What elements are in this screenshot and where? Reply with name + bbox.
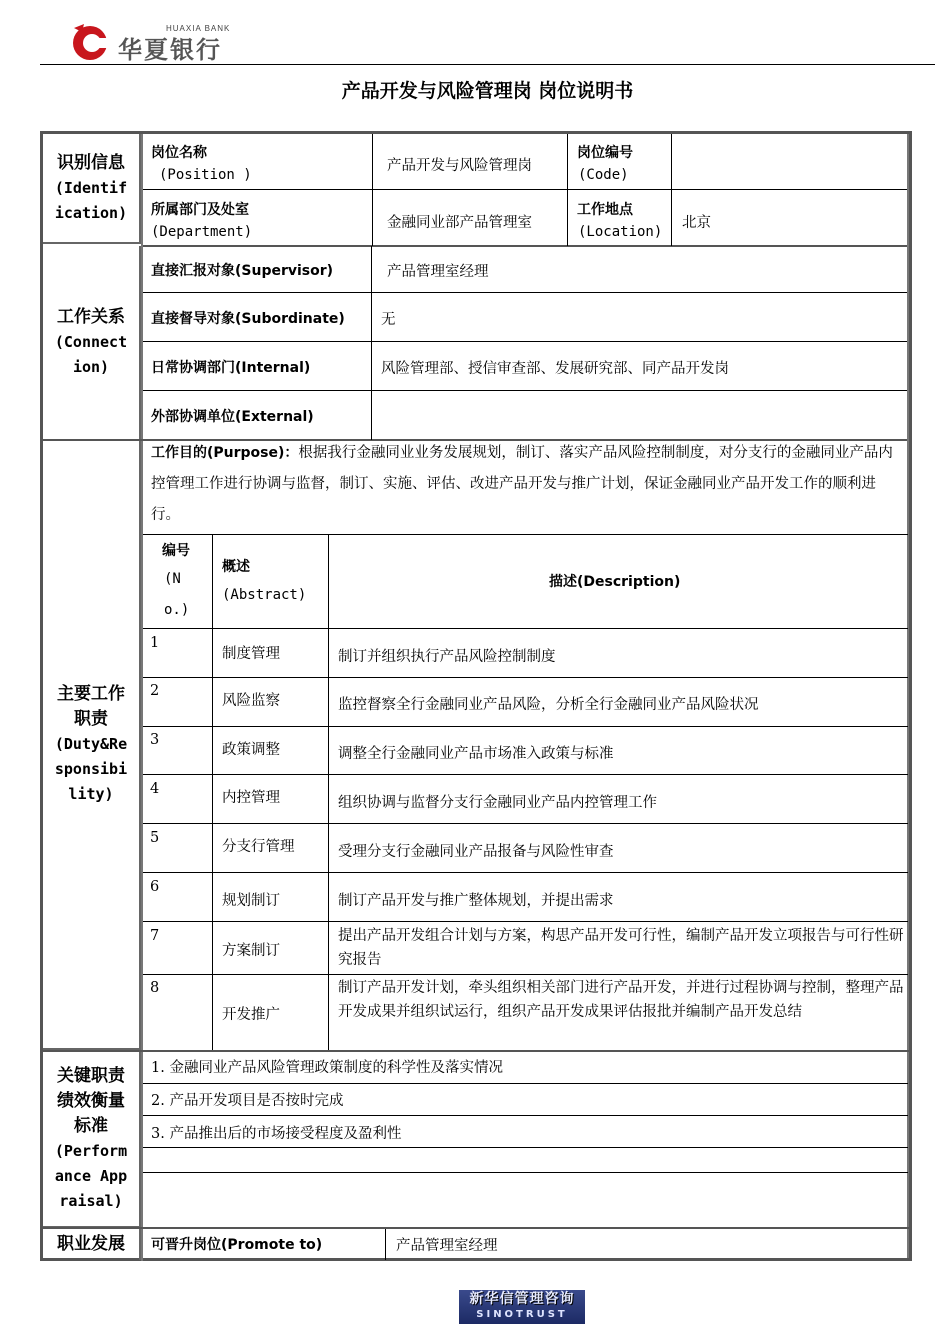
- appraisal-section-bottom: [43, 1227, 909, 1229]
- duty-abstract: 制度管理: [222, 646, 280, 662]
- duty-row-line: [143, 677, 908, 678]
- purpose-paragraph: [151, 438, 903, 531]
- duty-description: 监控督察全行金融同业产品风险，分析全行金融同业产品风险状况: [338, 697, 759, 713]
- page-header: [0, 0, 950, 80]
- supervisor-label: 直接汇报对象(Supervisor): [151, 263, 334, 279]
- duty-no: 5: [150, 830, 160, 846]
- duty-description: 制订产品开发计划，牵头组织相关部门进行产品开发，并进行过程协调与控制，整理产品开发成果并组织试运行，组织产品开发成果评估报批并编制产品开发总结: [338, 980, 904, 1020]
- section-duty-en: (Duty&Responsibility): [54, 735, 128, 803]
- section-appraisal: [43, 1052, 141, 1228]
- conn-col-line: [371, 246, 372, 440]
- col-abstract-en: (Abstract): [222, 587, 307, 603]
- duty-header-top: [143, 534, 908, 535]
- id-row-line: [143, 245, 908, 247]
- conn-row-line: [143, 292, 908, 293]
- duty-section-bottom: [43, 1050, 909, 1052]
- duty-col-line: [328, 534, 329, 1050]
- duty-divider: [141, 441, 143, 1261]
- id-col-line: [671, 134, 672, 246]
- duty-description: 组织协调与监督分支行金融同业产品内控管理工作: [338, 795, 657, 811]
- department-label-en: (Department): [151, 224, 253, 240]
- section-connection-en: (Connection): [54, 333, 128, 376]
- department-value: 金融同业部产品管理室: [387, 215, 532, 231]
- appraisal-item: 2. 产品开发项目是否按时完成: [151, 1093, 344, 1109]
- col-no-cn: 编号: [162, 543, 190, 559]
- brand-name-en: HUAXIA BANK: [166, 24, 231, 33]
- duty-abstract: 规划制订: [222, 893, 280, 909]
- subordinate-value: 无: [381, 312, 396, 328]
- duty-no: 2: [150, 683, 160, 699]
- duty-col-line: [212, 534, 213, 1050]
- duty-no: 3: [150, 732, 160, 748]
- section-career: [43, 1229, 141, 1260]
- duty-abstract: 风险监察: [222, 693, 280, 709]
- duty-abstract: 政策调整: [222, 742, 280, 758]
- duty-row-line: [143, 823, 908, 824]
- internal-value: 风险管理部、授信审查部、发展研究部、同产品开发岗: [381, 361, 729, 377]
- duty-row-line: [143, 774, 908, 775]
- duty-row-line: [143, 726, 908, 727]
- purpose-label: 工作目的(Purpose)：: [151, 445, 299, 461]
- supervisor-value: 产品管理室经理: [387, 264, 489, 280]
- duty-header-bottom: [143, 628, 908, 629]
- position-label-cn: 岗位名称: [151, 145, 207, 161]
- col-description: 描述(Description): [549, 574, 681, 590]
- id-divider: [141, 134, 143, 441]
- duty-abstract: 分支行管理: [222, 839, 295, 855]
- duty-abstract: 开发推广: [222, 1007, 280, 1023]
- duty-no: 6: [150, 879, 160, 895]
- sinotrust-logo-en: SINOTRUST: [476, 1309, 568, 1320]
- id-col-line: [372, 134, 373, 246]
- conn-row-line: [143, 341, 908, 342]
- conn-row-line: [143, 390, 908, 391]
- page-title: 产品开发与风险管理岗 岗位说明书: [341, 80, 634, 102]
- promote-value: 产品管理室经理: [396, 1238, 498, 1254]
- header-divider: [40, 64, 935, 65]
- appraisal-row-line: [143, 1172, 908, 1173]
- section-connection-cn: 工作关系: [57, 307, 125, 327]
- section-identification: [43, 134, 141, 244]
- appraisal-item: 3. 产品推出后的市场接受程度及盈利性: [151, 1126, 402, 1142]
- subordinate-label: 直接督导对象(Subordinate): [151, 311, 345, 327]
- col-no-en: (No.): [164, 571, 190, 618]
- duty-no: 7: [150, 928, 160, 944]
- section-appraisal-en: (Performance Appraisal): [54, 1142, 128, 1210]
- appraisal-row-line: [143, 1147, 908, 1148]
- brand-name-cn: 华夏银行: [118, 36, 222, 64]
- duty-no: 4: [150, 781, 160, 797]
- duty-abstract: 内控管理: [222, 790, 280, 806]
- section-identification-en: (Identification): [54, 178, 128, 222]
- external-label: 外部协调单位(External): [151, 409, 314, 425]
- location-label-cn: 工作地点: [577, 202, 633, 218]
- frame-right-shadow: [907, 134, 909, 1258]
- duty-abstract: 方案制订: [222, 943, 280, 959]
- duty-description: 调整全行金融同业产品市场准入政策与标准: [338, 746, 614, 762]
- duty-no: 8: [150, 980, 160, 996]
- duty-no: 1: [150, 635, 160, 651]
- duty-description: 受理分支行金融同业产品报备与风险性审查: [338, 844, 614, 860]
- section-duty-cn: 主要工作职责: [57, 684, 125, 729]
- career-col-line: [385, 1229, 386, 1260]
- duty-row-line: [143, 872, 908, 873]
- duty-description: 提出产品开发组合计划与方案，构思产品开发可行性，编制产品开发立项报告与可行性研究报告: [338, 928, 904, 968]
- section-identification-cn: 识别信息: [57, 152, 125, 173]
- huaxia-bank-logo-icon: [70, 22, 110, 62]
- position-value: 产品开发与风险管理岗: [387, 158, 532, 174]
- purpose-text: 根据我行金融同业业务发展规划，制订、落实产品风险控制制度，对分支行的金融同业产品内控管理工作进行协调与监督，制订、实施、评估、改进产品开发与推广计划，保证金融同业产品开发工作的顺利进行。: [151, 445, 893, 523]
- duty-row-line: [143, 974, 908, 975]
- promote-label: 可晋升岗位(Promote to): [151, 1237, 323, 1253]
- location-label-en: (Location): [578, 224, 663, 240]
- appraisal-row-line: [143, 1115, 908, 1116]
- section-duty: [43, 441, 141, 1050]
- id-col-line: [567, 134, 568, 246]
- section-career-cn: 职业发展: [57, 1234, 125, 1254]
- location-value: 北京: [682, 215, 711, 231]
- duty-row-line: [143, 921, 908, 922]
- code-label-cn: 岗位编号: [577, 145, 633, 161]
- code-label-en: (Code): [578, 167, 629, 183]
- section-appraisal-cn: 关键职责绩效衡量标准: [57, 1066, 125, 1136]
- id-row-line: [143, 189, 908, 190]
- internal-label: 日常协调部门(Internal): [151, 360, 311, 376]
- appraisal-row-line: [143, 1083, 908, 1084]
- section-connection: [43, 246, 141, 441]
- duty-description: 制订产品开发与推广整体规划，并提出需求: [338, 893, 614, 909]
- sinotrust-logo-cn: 新华信管理咨询: [469, 1291, 575, 1307]
- department-label-cn: 所属部门及处室: [151, 202, 249, 218]
- sinotrust-logo: [459, 1290, 585, 1324]
- duty-description: 制订并组织执行产品风险控制制度: [338, 649, 556, 665]
- col-abstract-cn: 概述: [222, 559, 250, 575]
- position-label-en: (Position ): [159, 167, 252, 183]
- appraisal-item: 1. 金融同业产品风险管理政策制度的科学性及落实情况: [151, 1060, 503, 1076]
